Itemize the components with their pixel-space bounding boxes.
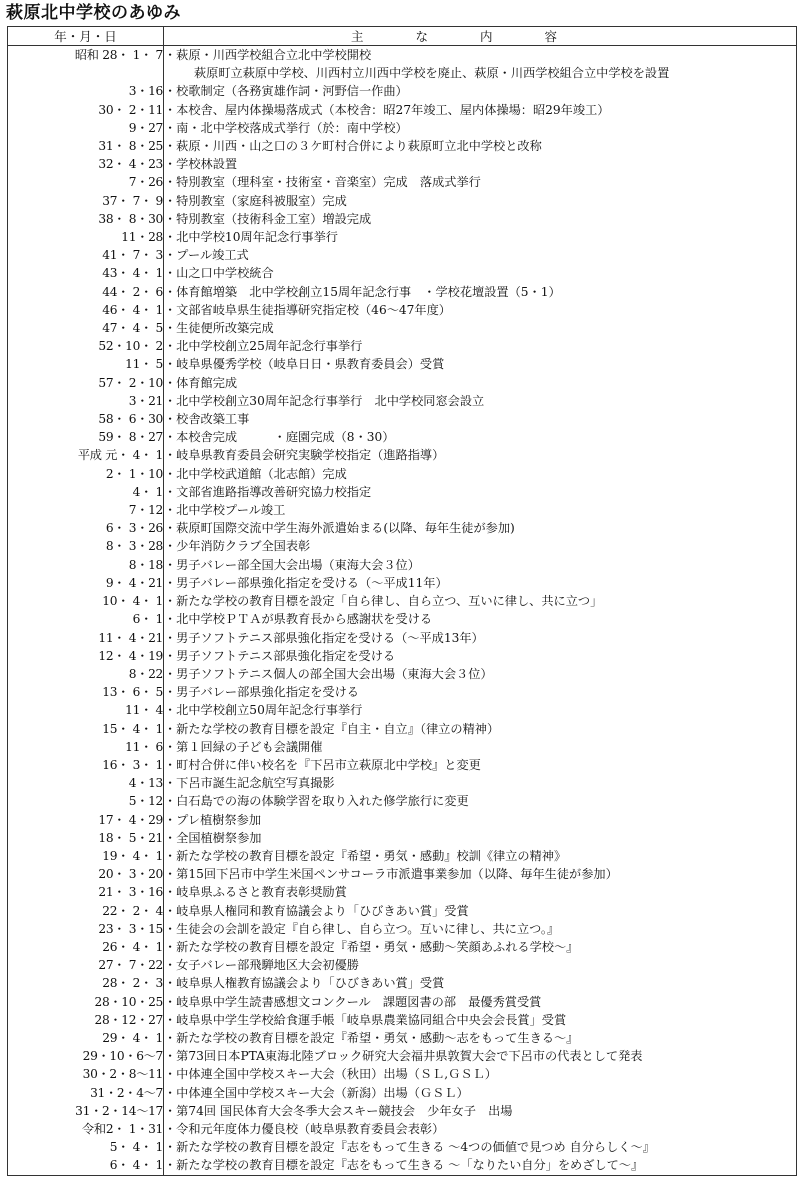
row-date: 31・ 8・25: [8, 137, 164, 155]
table-row: [8, 1065, 797, 1083]
row-date: 11・ 4・21: [8, 629, 164, 647]
row-date: 19・ 4・ 1: [8, 847, 164, 865]
table-row: [8, 1047, 797, 1065]
row-content: ・岐阜県ふるさと教育表彰奨励賞: [164, 883, 797, 901]
table-row: [8, 537, 797, 555]
table-row: [8, 337, 797, 355]
row-content: ・第74回 国民体育大会冬季大会スキー競技会 少年女子 出場: [164, 1102, 797, 1120]
table-row: [8, 1011, 797, 1029]
row-date: 15・ 4・ 1: [8, 720, 164, 738]
table-row: [8, 1138, 797, 1156]
table-row: [8, 283, 797, 301]
table-row: [8, 119, 797, 137]
row-content: ・新たな学校の教育目標を設定『自主・自立』（律立の精神）: [164, 720, 797, 738]
row-content: ・新たな学校の教育目標を設定『希望・勇気・感動』校訓《律立の精神》: [164, 847, 797, 865]
table-row: [8, 665, 797, 683]
row-date: 32・ 4・23: [8, 155, 164, 173]
table-row: [8, 101, 797, 119]
row-date: 27・ 7・22: [8, 956, 164, 974]
table-row: [8, 173, 797, 191]
table-row: [8, 392, 797, 410]
row-content: ・中体連全国中学校スキー大会（秋田）出場（ＳＬ,ＧＳＬ）: [164, 1065, 797, 1083]
row-content: ・新たな学校の教育目標を設定『志をもって生きる ～「なりたい自分」をめざして～』: [164, 1156, 797, 1175]
row-date: 28・ 2・ 3: [8, 974, 164, 992]
table-row: [8, 446, 797, 464]
table-row: [8, 993, 797, 1011]
row-date: 28・10・25: [8, 993, 164, 1011]
row-date: 11・ 6: [8, 738, 164, 756]
row-date: 31・2・4〜7: [8, 1084, 164, 1102]
table-row: [8, 1029, 797, 1047]
row-content: ・女子バレー部飛騨地区大会初優勝: [164, 956, 797, 974]
row-date: 46・ 4・ 1: [8, 301, 164, 319]
row-date: 7・26: [8, 173, 164, 191]
row-content: ・男子バレー部県強化指定を受ける: [164, 683, 797, 701]
table-row: [8, 1102, 797, 1120]
table-row: [8, 701, 797, 719]
table-row: [8, 1156, 797, 1175]
row-content: ・男子バレー部全国大会出場（東海大会３位）: [164, 556, 797, 574]
row-date: 18・ 5・21: [8, 829, 164, 847]
table-row: [8, 228, 797, 246]
row-date: 9・27: [8, 119, 164, 137]
table-row: [8, 355, 797, 373]
row-date: 8・22: [8, 665, 164, 683]
table-row: [8, 501, 797, 519]
row-content: ・第１回緑の子ども会議開催: [164, 738, 797, 756]
row-date: 5・12: [8, 792, 164, 810]
table-row: [8, 483, 797, 501]
table-row: [8, 319, 797, 337]
row-date: 昭和 28・ 1・ 7: [8, 46, 164, 65]
table-row: [8, 192, 797, 210]
row-content: ・岐阜県中学生学校給食運手帳「岐阜県農業協同組合中央会会長賞」受賞: [164, 1011, 797, 1029]
row-content: ・北中学校ＰＴＡが県教育長から感謝状を受ける: [164, 610, 797, 628]
row-date: 10・ 4・ 1: [8, 592, 164, 610]
row-date: 43・ 4・ 1: [8, 264, 164, 282]
row-date: 4・ 1: [8, 483, 164, 501]
table-row: [8, 82, 797, 100]
row-date: 30・ 2・11: [8, 101, 164, 119]
row-content: ・白石島での海の体験学習を取り入れた修学旅行に変更: [164, 792, 797, 810]
row-date: 20・ 3・20: [8, 865, 164, 883]
row-date: 21・ 3・16: [8, 883, 164, 901]
table-row: [8, 792, 797, 810]
row-content: ・本校舎、屋内体操場落成式（本校舎：昭27年竣工、屋内体操場：昭29年竣工）: [164, 101, 797, 119]
row-date: 6・ 3・26: [8, 519, 164, 537]
row-date: 5・ 4・ 1: [8, 1138, 164, 1156]
table-row: [8, 1120, 797, 1138]
table-row: [8, 610, 797, 628]
table-row: [8, 774, 797, 792]
row-content: ・プレ植樹祭参加: [164, 811, 797, 829]
row-date: 30・2・8〜11: [8, 1065, 164, 1083]
table-row: [8, 246, 797, 264]
row-content: ・文部省進路指導改善研究協力校指定: [164, 483, 797, 501]
row-content: ・岐阜県優秀学校（岐阜日日・県教育委員会）受賞: [164, 355, 797, 373]
row-date: 平成 元・ 4・ 1: [8, 446, 164, 464]
row-content: ・学校林設置: [164, 155, 797, 173]
row-date: 28・12・27: [8, 1011, 164, 1029]
row-date: 17・ 4・29: [8, 811, 164, 829]
table-row: [8, 847, 797, 865]
date-column-header: 年・月・日: [8, 27, 164, 46]
page-title: 萩原北中学校のあゆみ: [6, 3, 181, 23]
row-content: ・中体連全国中学校スキー大会（新潟）出場（ＧＳＬ）: [164, 1084, 797, 1102]
row-content: ・校舎改築工事: [164, 410, 797, 428]
row-date: [8, 64, 164, 82]
table-row: [8, 829, 797, 847]
history-table: [7, 26, 797, 1176]
row-date: 37・ 7・ 9: [8, 192, 164, 210]
row-date: 44・ 2・ 6: [8, 283, 164, 301]
row-date: 26・ 4・ 1: [8, 938, 164, 956]
row-content: ・岐阜県教育委員会研究実験学校指定（進路指導）: [164, 446, 797, 464]
table-row: [8, 556, 797, 574]
row-content: ・全国植樹祭参加: [164, 829, 797, 847]
row-date: 2・ 1・10: [8, 465, 164, 483]
row-content: ・第15回下呂市中学生米国ペンサコーラ市派遣事業参加（以降、毎年生徒が参加）: [164, 865, 797, 883]
table-row: [8, 301, 797, 319]
row-content: ・南・北中学校落成式挙行（於：南中学校）: [164, 119, 797, 137]
table-row: [8, 865, 797, 883]
table-header-row: [8, 27, 797, 46]
row-content: ・北中学校武道館（北志館）完成: [164, 465, 797, 483]
row-content: ・生徒会の会訓を設定『自ら律し、自ら立つ。互いに律し、共に立つ。』: [164, 920, 797, 938]
row-content: ・校歌制定（各務寅雄作詞・河野信一作曲）: [164, 82, 797, 100]
row-content: ・体育館増築 北中学校創立15周年記念行事 ・学校花壇設置（5・1）: [164, 283, 797, 301]
row-date: 29・10・6〜7: [8, 1047, 164, 1065]
row-content: ・新たな学校の教育目標を設定『希望・勇気・感動〜志をもって生きる〜』: [164, 1029, 797, 1047]
table-row: [8, 210, 797, 228]
row-date: 16・ 3・ 1: [8, 756, 164, 774]
row-content: ・特別教室（理科室・技術室・音楽室）完成 落成式挙行: [164, 173, 797, 191]
row-date: 41・ 7・ 3: [8, 246, 164, 264]
table-row: [8, 683, 797, 701]
row-date: 8・ 3・28: [8, 537, 164, 555]
table-row: [8, 374, 797, 392]
row-date: 47・ 4・ 5: [8, 319, 164, 337]
row-date: 12・ 4・19: [8, 647, 164, 665]
row-content: ・男子ソフトテニス部県強化指定を受ける: [164, 647, 797, 665]
table-row: [8, 756, 797, 774]
row-date: 11・ 4: [8, 701, 164, 719]
table-row: [8, 264, 797, 282]
row-content: ・男子バレー部県強化指定を受ける（〜平成11年）: [164, 574, 797, 592]
row-date: 13・ 6・ 5: [8, 683, 164, 701]
row-date: 29・ 4・ 1: [8, 1029, 164, 1047]
table-row: [8, 410, 797, 428]
row-content: ・北中学校創立50周年記念行事挙行: [164, 701, 797, 719]
row-content: ・萩原町国際交流中学生海外派遣始まる(以降、毎年生徒が参加): [164, 519, 797, 537]
row-date: 7・12: [8, 501, 164, 519]
row-date: 9・ 4・21: [8, 574, 164, 592]
row-date: 59・ 8・27: [8, 428, 164, 446]
row-date: 6・ 1: [8, 610, 164, 628]
row-content: ・新たな学校の教育目標を設定「自ら律し、自ら立つ、互いに律し、共に立つ」: [164, 592, 797, 610]
row-content: ・文部省岐阜県生徒指導研究指定校（46〜47年度）: [164, 301, 797, 319]
row-content: ・少年消防クラブ全国表彰: [164, 537, 797, 555]
row-date: 57・ 2・10: [8, 374, 164, 392]
row-content: ・岐阜県人権同和教育協議会より「ひびきあい賞」受賞: [164, 902, 797, 920]
row-content: ・萩原・川西学校組合立北中学校開校: [164, 46, 797, 65]
row-date: 3・21: [8, 392, 164, 410]
row-content: ・第73回日本PTA東海北陸ブロック研究大会福井県敦賀大会で下呂市の代表として発表: [164, 1047, 797, 1065]
row-content: ・プール竣工式: [164, 246, 797, 264]
row-content: ・町村合併に伴い校名を『下呂市立萩原北中学校』と変更: [164, 756, 797, 774]
table-row: [8, 574, 797, 592]
table-row: [8, 428, 797, 446]
row-content: ・令和元年度体力優良校（岐阜県教育委員会表彰）: [164, 1120, 797, 1138]
table-row: [8, 883, 797, 901]
row-content: ・北中学校10周年記念行事挙行: [164, 228, 797, 246]
table-row: [8, 738, 797, 756]
row-content: ・体育館完成: [164, 374, 797, 392]
row-content: ・岐阜県中学生読書感想文コンクール 課題図書の部 最優秀賞受賞: [164, 993, 797, 1011]
table-row: [8, 592, 797, 610]
row-date: 8・18: [8, 556, 164, 574]
content-column-header: 主な内容: [164, 27, 797, 46]
table-row: [8, 938, 797, 956]
row-content: ・北中学校プール竣工: [164, 501, 797, 519]
row-date: 22・ 2・ 4: [8, 902, 164, 920]
row-content: ・北中学校創立30周年記念行事挙行 北中学校同窓会設立: [164, 392, 797, 410]
row-content: ・男子ソフトテニス個人の部全国大会出場（東海大会３位）: [164, 665, 797, 683]
row-date: 4・13: [8, 774, 164, 792]
table-row: [8, 46, 797, 65]
table-row: [8, 920, 797, 938]
table-row: [8, 811, 797, 829]
row-content: ・特別教室（家庭科被服室）完成: [164, 192, 797, 210]
row-content: ・男子ソフトテニス部県強化指定を受ける（〜平成13年）: [164, 629, 797, 647]
row-content: ・萩原・川西・山之口の３ケ町村合併により萩原町立北中学校と改称: [164, 137, 797, 155]
table-row: [8, 974, 797, 992]
row-content: ・岐阜県人権教育協議会より「ひびきあい賞」受賞: [164, 974, 797, 992]
table-row: [8, 1084, 797, 1102]
table-row: [8, 465, 797, 483]
table-row: [8, 155, 797, 173]
row-content: ・北中学校創立25周年記念行事挙行: [164, 337, 797, 355]
table-row: [8, 956, 797, 974]
table-row: [8, 64, 797, 82]
table-row: [8, 629, 797, 647]
row-date: 38・ 8・30: [8, 210, 164, 228]
history-rows: [8, 46, 797, 1176]
row-content: ・新たな学校の教育目標を設定『希望・勇気・感動〜笑顔あふれる学校〜』: [164, 938, 797, 956]
row-content: ・特別教室（技術科金工室）増設完成: [164, 210, 797, 228]
row-content: ・本校舎完成 ・庭園完成（8・30）: [164, 428, 797, 446]
row-date: 6・ 4・ 1: [8, 1156, 164, 1175]
row-content: ・生徒便所改築完成: [164, 319, 797, 337]
row-date: 3・16: [8, 82, 164, 100]
row-content: 萩原町立萩原中学校、川西村立川西中学校を廃止、萩原・川西学校組合立中学校を設置: [164, 64, 797, 82]
row-content: ・山之口中学校統合: [164, 264, 797, 282]
table-row: [8, 720, 797, 738]
table-row: [8, 137, 797, 155]
row-content: ・下呂市誕生記念航空写真撮影: [164, 774, 797, 792]
row-date: 58・ 6・30: [8, 410, 164, 428]
table-row: [8, 519, 797, 537]
table-row: [8, 902, 797, 920]
row-date: 11・ 5: [8, 355, 164, 373]
row-content: ・新たな学校の教育目標を設定『志をもって生きる ～4つの価値で見つめ 自分らしく～』: [164, 1138, 797, 1156]
row-date: 31・2・14〜17: [8, 1102, 164, 1120]
row-date: 11・28: [8, 228, 164, 246]
row-date: 令和2・ 1・31: [8, 1120, 164, 1138]
row-date: 23・ 3・15: [8, 920, 164, 938]
row-date: 52・10・ 2: [8, 337, 164, 355]
table-row: [8, 647, 797, 665]
